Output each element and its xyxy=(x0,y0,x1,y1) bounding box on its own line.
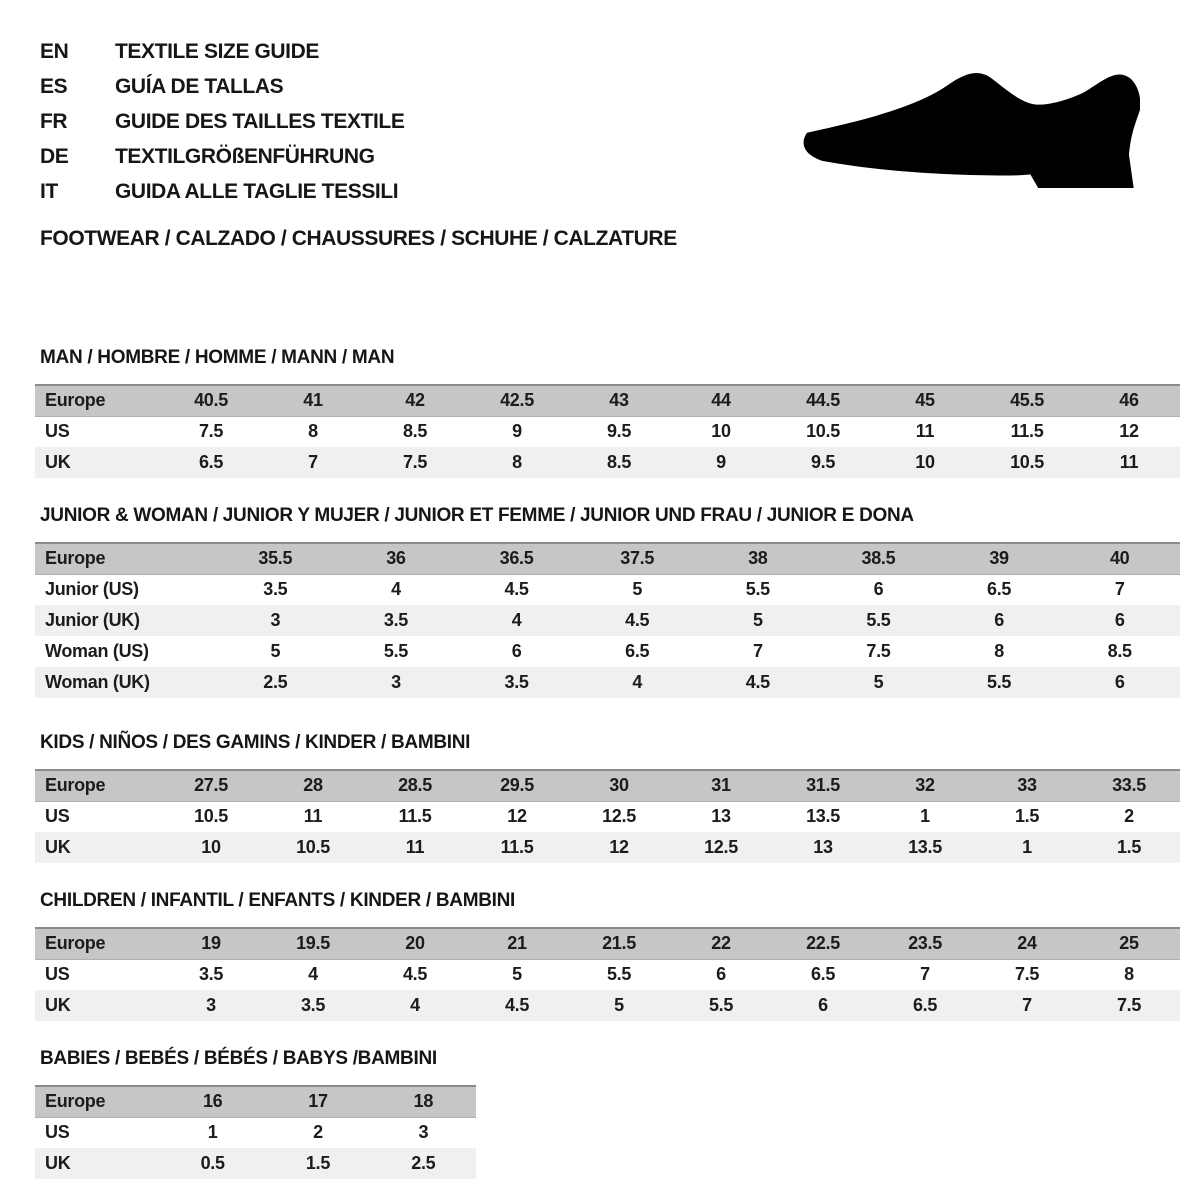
size-value-cell: 10 xyxy=(915,452,935,472)
size-value-cell: 4.5 xyxy=(504,579,529,600)
size-value-cell: 5 xyxy=(752,610,763,630)
size-value-cell: 3.5 xyxy=(300,995,326,1015)
size-value-cell: 10.5 xyxy=(296,837,330,857)
row-label: US xyxy=(45,1122,70,1143)
size-value-cell: 5.5 xyxy=(708,995,734,1015)
row-label: Europe xyxy=(45,390,106,411)
size-value-cell: 7.5 xyxy=(866,641,891,661)
size-table-row xyxy=(35,574,1180,605)
size-value-cell: 41 xyxy=(303,390,323,411)
size-value-cell: 6 xyxy=(1114,610,1125,630)
lang-title: GUIDE DES TAILLES TEXTILE xyxy=(115,109,405,133)
size-value-cell: 11 xyxy=(1119,452,1139,472)
section-junior-woman xyxy=(35,505,1180,698)
size-value-cell: 35.5 xyxy=(258,548,293,569)
size-table-header-row xyxy=(35,770,1180,801)
section-children xyxy=(35,890,1180,1021)
size-table-row xyxy=(35,636,1180,667)
row-label: Europe xyxy=(45,1091,106,1112)
size-value-cell: 7.5 xyxy=(1116,995,1142,1015)
lang-title: TEXTILGRÖßENFÜHRUNG xyxy=(115,144,375,168)
size-value-cell: 3 xyxy=(206,995,216,1015)
size-value-cell: 6 xyxy=(716,964,726,985)
size-value-cell: 4 xyxy=(391,579,401,600)
size-value-cell: 12 xyxy=(507,806,527,827)
size-table-row xyxy=(35,1117,476,1148)
size-value-cell: 3.5 xyxy=(383,610,408,630)
row-label: US xyxy=(45,964,70,985)
row-label: UK xyxy=(45,837,71,857)
size-value-cell: 20 xyxy=(405,933,425,954)
size-value-cell: 3.5 xyxy=(263,579,288,600)
size-value-cell: 7.5 xyxy=(198,421,224,442)
row-label: UK xyxy=(45,452,71,472)
size-value-cell: 45 xyxy=(915,390,935,411)
row-label: Woman (US) xyxy=(45,641,149,661)
size-value-cell: 9 xyxy=(716,452,726,472)
size-value-cell: 5 xyxy=(512,964,522,985)
size-value-cell: 4 xyxy=(511,610,522,630)
size-value-cell: 3 xyxy=(270,610,281,630)
size-value-cell: 8.5 xyxy=(606,452,632,472)
size-value-cell: 6 xyxy=(1114,672,1125,692)
size-value-cell: 8 xyxy=(994,641,1004,661)
size-value-cell: 1.5 xyxy=(1014,806,1040,827)
size-value-cell: 2.5 xyxy=(411,1153,436,1173)
lang-line-es xyxy=(40,69,404,104)
size-value-cell: 36.5 xyxy=(499,548,534,569)
size-value-cell: 32 xyxy=(915,775,935,796)
size-value-cell: 10 xyxy=(201,837,221,857)
size-value-cell: 42 xyxy=(405,390,425,411)
section-man xyxy=(35,347,1180,478)
size-value-cell: 4 xyxy=(308,964,318,985)
size-value-cell: 6.5 xyxy=(810,964,836,985)
row-label: Europe xyxy=(45,933,106,954)
size-value-cell: 6 xyxy=(873,579,884,600)
size-value-cell: 6.5 xyxy=(912,995,938,1015)
size-value-cell: 44 xyxy=(711,390,731,411)
size-value-cell: 9.5 xyxy=(606,421,632,442)
size-value-cell: 2 xyxy=(313,1122,323,1143)
size-value-cell: 13.5 xyxy=(806,806,840,827)
size-value-cell: 4.5 xyxy=(745,672,770,692)
size-value-cell: 4.5 xyxy=(402,964,428,985)
size-value-cell: 6.5 xyxy=(625,641,650,661)
size-value-cell: 7 xyxy=(752,641,763,661)
size-value-cell: 3.5 xyxy=(504,672,529,692)
size-value-cell: 3 xyxy=(418,1122,429,1143)
size-table-children xyxy=(35,927,1180,1021)
section-title: MAN / HOMBRE / HOMME / MANN / MAN xyxy=(40,347,395,368)
category-line: FOOTWEAR / CALZADO / CHAUSSURES / SCHUHE / CALZATURE xyxy=(40,227,677,250)
size-value-cell: 11 xyxy=(303,806,323,827)
size-table-header-row xyxy=(35,1086,476,1117)
shoe-icon xyxy=(798,68,1140,188)
row-label: Europe xyxy=(45,548,106,569)
size-value-cell: 33 xyxy=(1017,775,1037,796)
lang-line-fr xyxy=(40,104,404,139)
size-value-cell: 5.5 xyxy=(866,610,891,630)
row-label: Junior (US) xyxy=(45,579,139,600)
size-value-cell: 7.5 xyxy=(402,452,428,472)
size-table-row xyxy=(35,605,1180,636)
size-table-row xyxy=(35,1148,476,1179)
size-value-cell: 6 xyxy=(511,641,522,661)
size-value-cell: 12 xyxy=(609,837,629,857)
size-value-cell: 37.5 xyxy=(620,548,655,569)
size-value-cell: 12.5 xyxy=(704,837,738,857)
size-value-cell: 13 xyxy=(711,806,731,827)
language-header-block xyxy=(40,34,404,209)
row-label: US xyxy=(45,806,70,827)
size-value-cell: 5.5 xyxy=(745,579,770,600)
size-value-cell: 4 xyxy=(632,672,643,692)
size-value-cell: 13.5 xyxy=(908,837,942,857)
size-value-cell: 27.5 xyxy=(194,775,228,796)
size-value-cell: 10.5 xyxy=(194,806,228,827)
size-value-cell: 11.5 xyxy=(500,837,534,857)
size-value-cell: 23.5 xyxy=(908,933,942,954)
size-value-cell: 3 xyxy=(391,672,401,692)
size-value-cell: 12 xyxy=(1119,421,1139,442)
row-label: UK xyxy=(45,995,71,1015)
size-value-cell: 6 xyxy=(818,995,828,1015)
size-value-cell: 31 xyxy=(711,775,731,796)
size-value-cell: 10.5 xyxy=(806,421,840,442)
size-value-cell: 21 xyxy=(507,933,527,954)
lang-title: GUÍA DE TALLAS xyxy=(115,74,284,98)
lang-title: TEXTILE SIZE GUIDE xyxy=(115,39,319,63)
size-table-row xyxy=(35,667,1180,698)
size-value-cell: 12.5 xyxy=(602,806,636,827)
row-label: UK xyxy=(45,1153,71,1173)
size-value-cell: 5.5 xyxy=(606,964,632,985)
size-value-cell: 5.5 xyxy=(987,672,1012,692)
size-table-man xyxy=(35,384,1180,478)
size-table-row xyxy=(35,416,1180,447)
size-value-cell: 28 xyxy=(303,775,323,796)
size-value-cell: 11.5 xyxy=(398,806,432,827)
size-table-header-row xyxy=(35,543,1180,574)
size-value-cell: 11 xyxy=(405,837,425,857)
size-value-cell: 4 xyxy=(410,995,420,1015)
size-value-cell: 1 xyxy=(920,806,930,827)
section-title: BABIES / BEBÉS / BÉBÉS / BABYS /BAMBINI xyxy=(40,1048,437,1069)
lang-code: FR xyxy=(40,109,68,133)
size-value-cell: 8.5 xyxy=(1107,641,1132,661)
size-value-cell: 6 xyxy=(994,610,1004,630)
size-table-row xyxy=(35,959,1180,990)
size-value-cell: 7 xyxy=(1022,995,1032,1015)
size-value-cell: 3.5 xyxy=(198,964,224,985)
lang-title: GUIDA ALLE TAGLIE TESSILI xyxy=(115,179,399,203)
size-value-cell: 1 xyxy=(207,1122,218,1143)
size-value-cell: 21.5 xyxy=(602,933,636,954)
size-value-cell: 8.5 xyxy=(402,421,428,442)
section-title: CHILDREN / INFANTIL / ENFANTS / KINDER / BAMBINI xyxy=(40,890,516,911)
size-value-cell: 1.5 xyxy=(305,1153,331,1173)
size-value-cell: 6.5 xyxy=(198,452,224,472)
size-table-junior-woman xyxy=(35,542,1180,698)
size-value-cell: 13 xyxy=(813,837,833,857)
size-value-cell: 46 xyxy=(1119,390,1139,411)
size-value-cell: 5 xyxy=(632,579,643,600)
size-value-cell: 5 xyxy=(873,672,884,692)
size-value-cell: 19 xyxy=(201,933,221,954)
size-value-cell: 0.5 xyxy=(200,1153,225,1173)
size-value-cell: 24 xyxy=(1017,933,1037,954)
size-value-cell: 33.5 xyxy=(1112,775,1146,796)
size-value-cell: 5 xyxy=(614,995,624,1015)
size-value-cell: 4.5 xyxy=(504,995,530,1015)
size-value-cell: 10 xyxy=(711,421,731,442)
size-value-cell: 42.5 xyxy=(500,390,534,411)
size-value-cell: 7 xyxy=(308,452,318,472)
size-value-cell: 11 xyxy=(915,421,935,442)
size-value-cell: 45.5 xyxy=(1010,390,1044,411)
size-value-cell: 1.5 xyxy=(1116,837,1142,857)
size-table-header-row xyxy=(35,385,1180,416)
row-label: Woman (UK) xyxy=(45,672,150,692)
size-value-cell: 4.5 xyxy=(625,610,650,630)
size-table-row xyxy=(35,801,1180,832)
size-value-cell: 9.5 xyxy=(810,452,836,472)
row-label: Europe xyxy=(45,775,106,796)
lang-code: DE xyxy=(40,144,69,168)
size-value-cell: 2.5 xyxy=(263,672,288,692)
size-table-header-row xyxy=(35,928,1180,959)
size-value-cell: 8 xyxy=(308,421,318,442)
size-value-cell: 44.5 xyxy=(806,390,840,411)
section-kids xyxy=(35,732,1180,863)
size-table-kids xyxy=(35,769,1180,863)
lang-line-de xyxy=(40,139,404,174)
size-value-cell: 7.5 xyxy=(1014,964,1040,985)
section-babies xyxy=(35,1048,476,1179)
size-value-cell: 19.5 xyxy=(296,933,330,954)
size-value-cell: 18 xyxy=(413,1091,434,1112)
size-value-cell: 25 xyxy=(1119,933,1139,954)
size-value-cell: 30 xyxy=(609,775,629,796)
lang-code: ES xyxy=(40,74,68,98)
size-value-cell: 31.5 xyxy=(806,775,840,796)
size-value-cell: 39 xyxy=(989,548,1009,569)
size-value-cell: 7 xyxy=(920,964,930,985)
size-value-cell: 16 xyxy=(202,1091,223,1112)
size-value-cell: 40.5 xyxy=(194,390,228,411)
row-label: Junior (UK) xyxy=(45,610,140,630)
size-value-cell: 2 xyxy=(1124,806,1134,827)
size-value-cell: 38 xyxy=(748,548,768,569)
size-value-cell: 6.5 xyxy=(987,579,1012,600)
size-value-cell: 22.5 xyxy=(806,933,840,954)
size-value-cell: 1 xyxy=(1022,837,1032,857)
section-title: JUNIOR & WOMAN / JUNIOR Y MUJER / JUNIOR ET FEMME / JUNIOR UND FRAU / JUNIOR E DONA xyxy=(40,505,914,526)
row-label: US xyxy=(45,421,70,442)
size-value-cell: 38.5 xyxy=(861,548,896,569)
size-value-cell: 22 xyxy=(711,933,731,954)
size-value-cell: 40 xyxy=(1109,548,1130,569)
size-value-cell: 29.5 xyxy=(500,775,534,796)
size-table-row xyxy=(35,447,1180,478)
size-value-cell: 10.5 xyxy=(1010,452,1044,472)
size-value-cell: 8 xyxy=(1124,964,1134,985)
lang-line-en xyxy=(40,34,404,69)
size-value-cell: 36 xyxy=(386,548,406,569)
size-value-cell: 28.5 xyxy=(398,775,432,796)
size-value-cell: 8 xyxy=(512,452,522,472)
size-table-babies xyxy=(35,1085,476,1179)
section-title: KIDS / NIÑOS / DES GAMINS / KINDER / BAMBINI xyxy=(40,732,471,753)
lang-line-it xyxy=(40,174,404,209)
lang-code: IT xyxy=(40,179,58,203)
size-value-cell: 5 xyxy=(270,641,281,661)
size-table-row xyxy=(35,990,1180,1021)
size-value-cell: 11.5 xyxy=(1010,421,1044,442)
size-value-cell: 5.5 xyxy=(383,641,408,661)
size-value-cell: 17 xyxy=(308,1091,328,1112)
size-value-cell: 9 xyxy=(512,421,522,442)
size-value-cell: 7 xyxy=(1114,579,1125,600)
size-value-cell: 43 xyxy=(609,390,629,411)
lang-code: EN xyxy=(40,39,69,63)
size-table-row xyxy=(35,832,1180,863)
